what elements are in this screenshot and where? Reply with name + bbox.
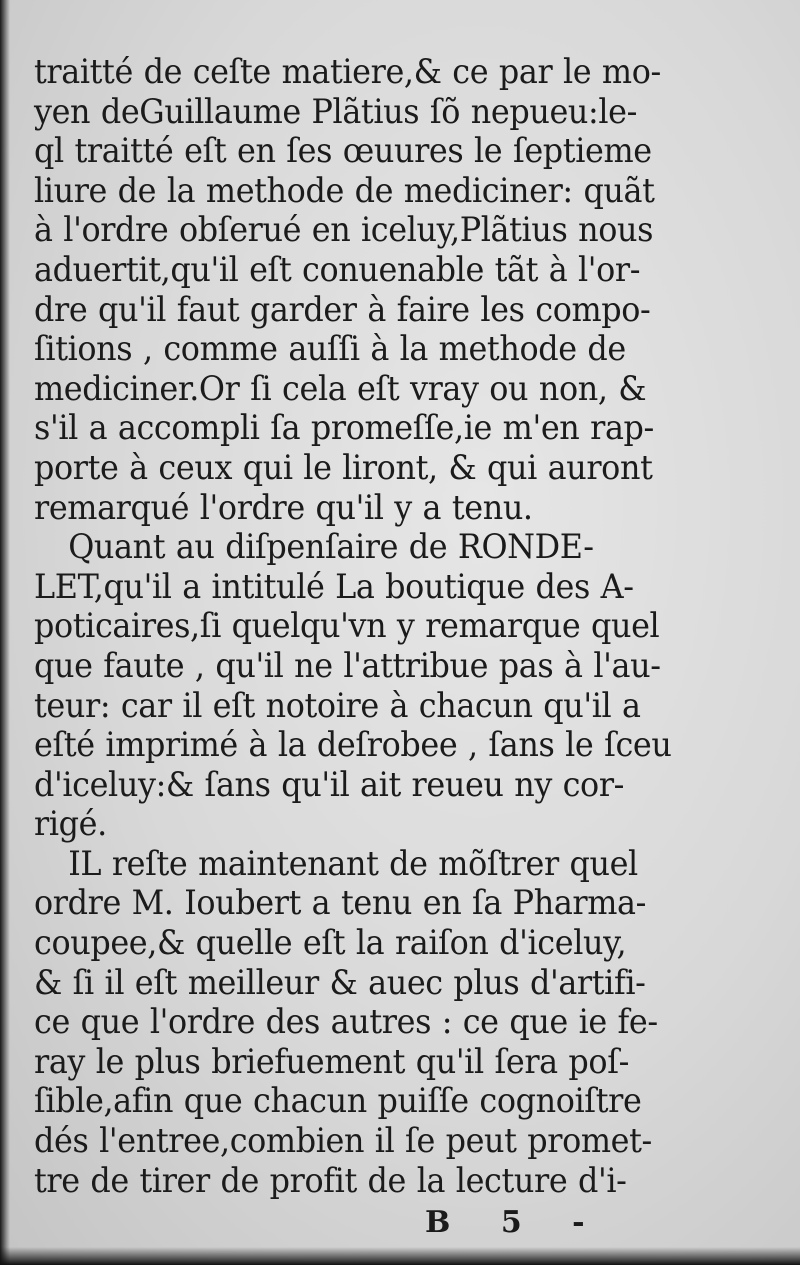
text-line: rigé.: [34, 804, 107, 844]
page-bottom-shadow: [0, 1247, 800, 1265]
text-line: poticaires,ſi quelqu'vn y remarque quel: [34, 606, 660, 646]
text-line: traitté de ceſte matiere,& ce par le mo-: [34, 52, 661, 91]
text-line: s'il a accompli ſa promeſſe,ie m'en rap-: [34, 408, 654, 448]
page-footer: [425, 1205, 619, 1240]
text-line: & ſi il eſt meilleur & auec plus d'artifi-: [34, 962, 646, 1002]
text-line: dre qu'il faut garder à faire les compo-: [34, 289, 651, 329]
text-line: dés l'entree,combien il ſe peut promet-: [34, 1121, 652, 1161]
text-line: porte à ceux qui le liront, & qui auront: [34, 447, 653, 487]
text-line: LET,qu'il a intitulé La boutique des A-: [34, 566, 634, 606]
text-line: tre de tirer de profit de la lecture d'i-: [34, 1160, 627, 1200]
text-line: à l'ordre obſerué en iceluy,Plãtius nous: [34, 210, 654, 250]
text-line: que faute , qu'il ne l'attribue pas à l'au-: [34, 645, 661, 685]
paragraph-start-line: Quant au diſpenſaire de RONDE-: [68, 527, 594, 567]
paragraph-start-line: IL reſte maintenant de mõſtrer quel: [68, 843, 638, 883]
text-line: teur: car il eſt notoire à chacun qu'il a: [34, 685, 641, 725]
text-line: ray le plus briefuement qu'il ſera poſ-: [34, 1041, 629, 1081]
text-line: yen deGuillaume Plãtius ſõ nepueu:le-: [34, 91, 637, 131]
text-line: coupee,& quelle eſt la raiſon d'iceluy,: [34, 923, 627, 963]
page-edge-shadow: [0, 0, 10, 1265]
signature-mark: B: [425, 1205, 457, 1240]
text-line: mediciner.Or ſi cela eſt vray ou non, &: [34, 368, 647, 408]
text-line: d'iceluy:& ſans qu'il ait reueu ny cor-: [34, 764, 625, 804]
body-text: [34, 52, 672, 1200]
text-line: ql traitté eſt en ſes œuures le ſeptieme: [34, 131, 652, 171]
text-line: ſible,afin que chacun puiſſe cognoiſtre: [34, 1081, 642, 1121]
text-line: aduertit,qu'il eſt conuenable tãt à l'or-: [34, 249, 641, 289]
text-line: ordre M. Ioubert a tenu en ſa Pharma-: [34, 883, 647, 923]
text-line: ce que l'ordre des autres : ce que ie fe-: [34, 1002, 658, 1042]
folio-number: 5: [500, 1205, 528, 1240]
text-line: remarqué l'ordre qu'il y a tenu.: [34, 487, 533, 527]
text-line: eſté imprimé à la deſrobee , ſans le ſceu: [34, 725, 672, 765]
text-line: liure de la methode de mediciner: quãt: [34, 170, 655, 210]
footer-dash: -: [572, 1205, 591, 1240]
text-line: ſitions , comme auſſi à la methode de: [34, 329, 626, 369]
